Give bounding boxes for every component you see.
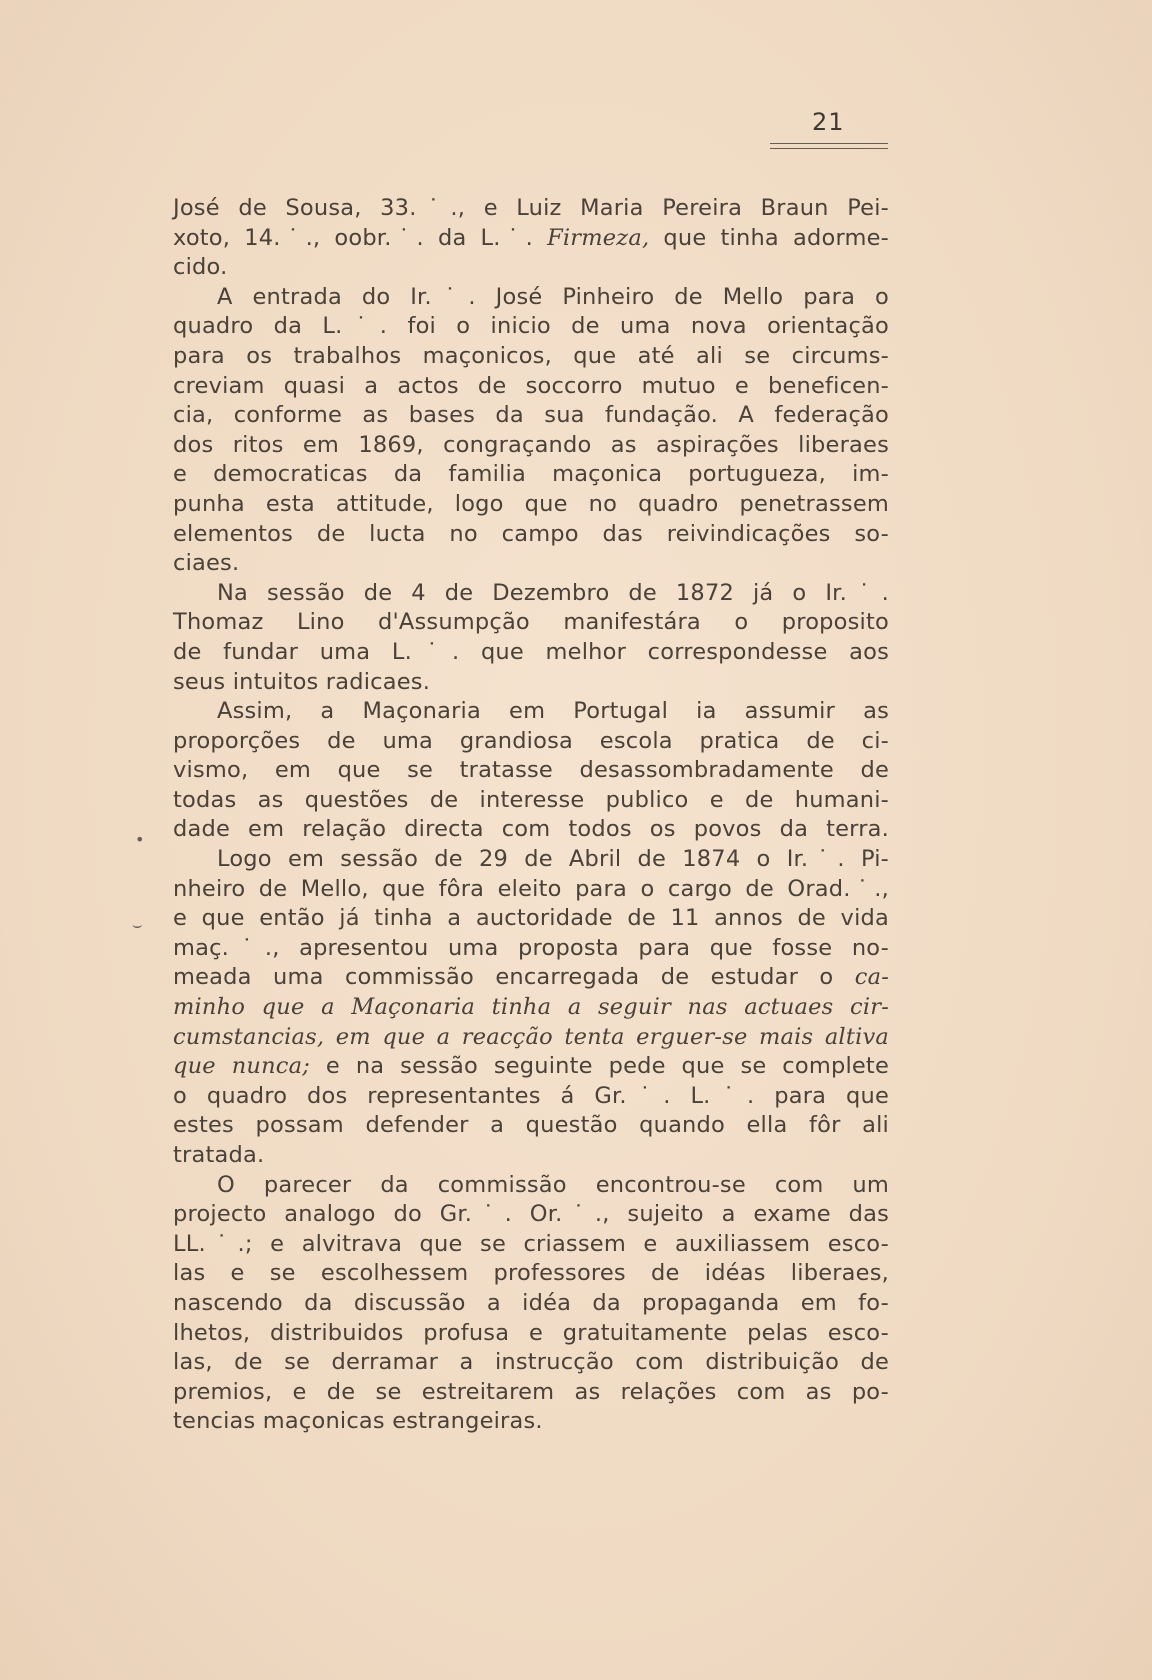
- text-line: [173, 1200, 889, 1230]
- text-segment: e democraticas da familia maçonica portugueza, im-: [173, 461, 889, 488]
- text-line: [173, 372, 889, 402]
- text-segment: lhetos, distribuidos profusa e gratuitamente pelas esco-: [173, 1319, 889, 1346]
- text-segment: projecto analogo do Gr.˙. Or.˙., sujeito a exame das: [173, 1201, 889, 1228]
- text-segment: LL.˙.; e alvitrava que se criassem e auxiliassem esco-: [173, 1230, 889, 1257]
- text-line: [173, 431, 889, 461]
- text-line: [173, 312, 889, 342]
- text-line: [173, 1111, 889, 1141]
- text-line: [173, 1378, 889, 1408]
- text-line: [173, 1141, 889, 1171]
- text-segment: e na sessão seguinte pede que se complete: [309, 1053, 889, 1080]
- text-segment: Na sessão de 4 de Dezembro de 1872 já o Ir.˙.: [217, 579, 889, 606]
- text-line: [173, 401, 889, 431]
- text-line: [173, 668, 889, 698]
- text-line: [173, 1348, 889, 1378]
- text-segment: ciaes.: [173, 550, 240, 577]
- text-line: [173, 727, 889, 757]
- italic-text: que nunca;: [173, 1053, 310, 1080]
- italic-text: ca-: [854, 964, 889, 991]
- text-segment: que tinha adorme-: [649, 224, 889, 251]
- text-line: [173, 608, 889, 638]
- text-segment: premios, e de se estreitarem as relações com as po-: [173, 1378, 889, 1405]
- text-line: [173, 904, 889, 934]
- text-segment: creviam quasi a actos de soccorro mutuo e beneficen-: [173, 372, 889, 399]
- page-number: 21: [812, 108, 845, 136]
- text-line: [173, 963, 889, 993]
- text-line: [173, 934, 889, 964]
- text-line: [173, 638, 889, 668]
- text-segment: nascendo da discussão a idéa da propaganda em fo-: [173, 1289, 889, 1316]
- text-segment: Logo em sessão de 29 de Abril de 1874 o Ir.˙. Pi-: [217, 846, 889, 873]
- text-line: [173, 460, 889, 490]
- text-segment: nheiro de Mello, que fôra eleito para o cargo de Orad.˙.,: [173, 875, 889, 902]
- text-segment: cido.: [173, 254, 228, 281]
- text-segment: maç.˙., apresentou uma proposta para que fosse no-: [173, 934, 889, 961]
- text-line: [173, 224, 889, 254]
- text-line: [173, 342, 889, 372]
- italic-text: Firmeza,: [547, 224, 650, 251]
- text-segment: Assim, a Maçonaria em Portugal ia assumir as: [217, 698, 889, 725]
- text-line: [173, 253, 889, 283]
- text-segment: de fundar uma L.˙. que melhor correspondesse aos: [173, 638, 889, 665]
- text-line: [173, 1082, 889, 1112]
- italic-text: minho que a Maçonaria tinha a seguir nas actuaes cir-: [173, 994, 889, 1021]
- text-segment: A entrada do Ir.˙. José Pinheiro de Mello para o: [217, 283, 889, 310]
- text-line: [173, 845, 889, 875]
- page-number-rule: [770, 143, 888, 149]
- text-segment: O parecer da commissão encontrou-se com um: [217, 1171, 889, 1198]
- text-segment: o quadro dos representantes á Gr.˙. L.˙. para que: [173, 1082, 889, 1109]
- text-segment: quadro da L.˙. foi o inicio de uma nova orientação: [173, 313, 889, 340]
- text-segment: las, de se derramar a instrucção com distribuição de: [173, 1349, 889, 1376]
- text-segment: vismo, em que se tratasse desassombradamente de: [173, 757, 889, 784]
- text-segment: tencias maçonicas estrangeiras.: [173, 1408, 543, 1435]
- text-segment: dade em relação directa com todos os povos da terra.: [173, 816, 889, 843]
- text-line: [173, 1289, 889, 1319]
- text-segment: meada uma commissão encarregada de estudar o: [173, 964, 855, 991]
- text-segment: José de Sousa, 33.˙., e Luiz Maria Pereira Braun Pei-: [173, 195, 889, 221]
- text-line: [173, 490, 889, 520]
- text-segment: estes possam defender a questão quando ella fôr ali: [173, 1112, 889, 1139]
- text-segment: elementos de lucta no campo das reivindicações so-: [173, 520, 889, 547]
- text-line: [173, 697, 889, 727]
- text-line: [173, 520, 889, 550]
- text-line: [173, 1407, 889, 1437]
- body-text: [173, 194, 889, 1437]
- text-line: [173, 549, 889, 579]
- text-line: [173, 1319, 889, 1349]
- text-line: [173, 579, 889, 609]
- text-line: [173, 875, 889, 905]
- text-segment: tratada.: [173, 1142, 265, 1168]
- text-segment: todas as questões de interesse publico e de humani-: [173, 786, 889, 813]
- text-line: [173, 786, 889, 816]
- text-segment: las e se escolhessem professores de idéas liberaes,: [173, 1260, 889, 1287]
- text-line: [173, 756, 889, 786]
- text-line: [173, 1171, 889, 1201]
- text-segment: punha esta attitude, logo que no quadro penetrassem: [173, 490, 889, 517]
- text-line: [173, 283, 889, 313]
- text-line: [173, 1259, 889, 1289]
- text-segment: dos ritos em 1869, congraçando as aspirações liberaes: [173, 431, 889, 458]
- text-segment: xoto, 14.˙., oobr.˙. da L.˙.: [173, 224, 548, 251]
- text-line: [173, 1230, 889, 1260]
- text-line: [173, 815, 889, 845]
- text-line: [173, 1023, 889, 1053]
- text-segment: e que então já tinha a auctoridade de 11 annos de vida: [173, 905, 889, 932]
- left-margin-mark: •: [135, 830, 145, 849]
- italic-text: cumstancias, em que a reacção tenta erguer-se mais altiva: [173, 1023, 889, 1050]
- text-segment: seus intuitos radicaes.: [173, 668, 431, 695]
- text-line: [173, 194, 889, 224]
- text-segment: proporções de uma grandiosa escola pratica de ci-: [173, 727, 889, 754]
- left-margin-tick: ⌣: [132, 915, 143, 934]
- text-segment: para os trabalhos maçonicos, que até ali se circums-: [173, 342, 889, 369]
- text-segment: cia, conforme as bases da sua fundação. A federação: [173, 402, 889, 429]
- text-segment: Thomaz Lino d'Assumpção manifestára o proposito: [173, 609, 889, 636]
- text-line: [173, 1052, 889, 1082]
- text-line: [173, 993, 889, 1023]
